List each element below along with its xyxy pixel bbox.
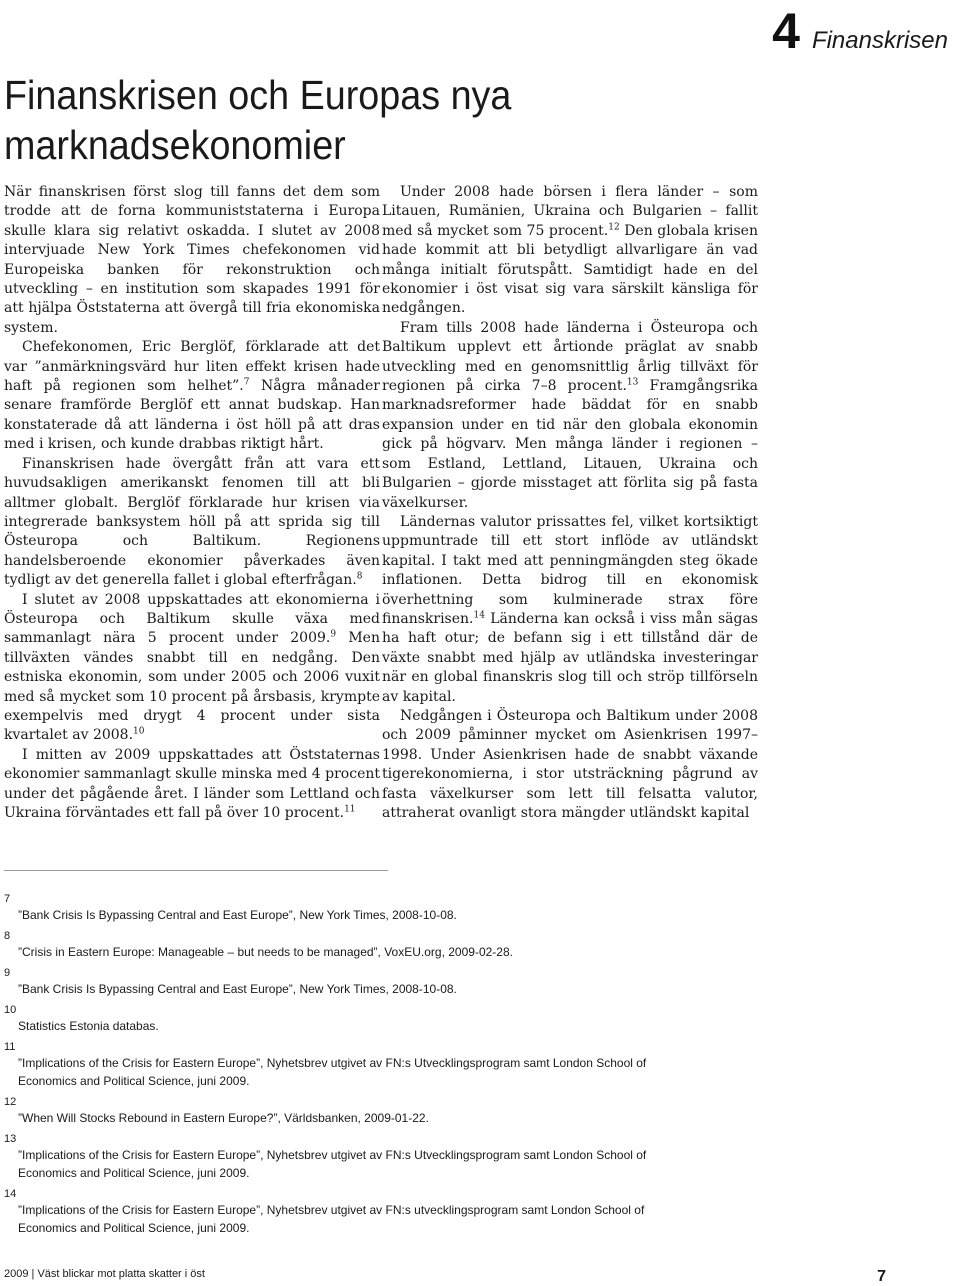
page-footer: 2009 | Väst blickar mot platta skatter i öst [4, 1268, 205, 1280]
footnote: 13 ”Implications of the Crisis for Eastern Europe”, Nyhetsbrev utgivet av FN:s Utvecklingsprogram samt London School of Economics and Political Science, juni 2009. [4, 1133, 647, 1180]
paragraph: Under 2008 hade börsen i flera länder – som Litauen, Rumänien, Ukraina och Bulgarien – fallit med så mycket som 75 procent.$^{12}$ Den globala krisen hade kommit att bli betydligt allvarligare än vad många initialt förutspått. Samtidigt hade en del ekonomier i öst visat sig vara särskilt känsliga för nedgången. [382, 184, 758, 317]
footnote-ref[interactable]: 11 [344, 804, 356, 815]
paragraph: Ländernas valutor prissattes fel, vilket kortsiktigt uppmuntrade till ett stort inflöde av utländskt kapital. I takt med att penningmängden steg ökade inflationen. Detta bidrog till en ekonomisk överhettning som kulminerade strax före finanskrisen.$^{14}$ Länderna kan också i viss mån sägas ha haft otur; de befann sig i ett tillstånd där de växte snabbt med hjälp av utländska investeringar när en global finanskris slog till och ströp tillförseln av kapital. [382, 513, 758, 705]
footnotes [4, 892, 704, 1242]
footnote: 7 ”Bank Crisis Is Bypassing Central and East Europe”, New York Times, 2008-10-08. [4, 893, 457, 922]
footnote: 12 ”When Will Stocks Rebound in Eastern Europe?”, Världsbanken, 2009-01-22. [4, 1096, 429, 1125]
footnote-ref[interactable]: 13 [626, 377, 639, 388]
footnote-divider [4, 870, 388, 871]
footnote-ref[interactable]: 9 [330, 629, 337, 640]
page-number: 7 [877, 1268, 886, 1285]
paragraph: Nedgången i Östeuropa och Baltikum under 2008 och 2009 påminner mycket om Asienkrisen 1997–1998. Under Asienkrisen hade de snabbt växande tigerekonomierna, i stor utsträckning pågrund av fasta växelkurser som lett till felsatta valutor, attraherat ovanligt stora mängder utländskt kapital [382, 707, 758, 821]
paragraph: Finanskrisen hade övergått från att vara ett huvudsakligen amerikanskt fenomen till att bli alltmer globalt. Berglöf förklarade hur krisen via integrerade banksystem höll på att sprida sig till Östeuropa och Baltikum. Regionens handelsberoende ekonomier påverkades även tydligt av det generella fallet i global efterfrågan.$^8$ [4, 455, 380, 589]
chapter-title: Finanskrisen [811, 27, 948, 54]
footnote: 8 ”Crisis in Eastern Europe: Manageable – but needs to be managed”, VoxEU.org, 2009-02-28. [4, 930, 513, 959]
footnote: 14 ”Implications of the Crisis for Eastern Europe”, Nyhetsbrev utgivet av FN:s utvecklingsprogram samt London School of Economics and Political Science, juni 2009. [4, 1188, 645, 1235]
footnote: 10 Statistics Estonia databas. [4, 1004, 159, 1033]
right-column [382, 183, 758, 823]
footnote-ref[interactable]: 10 [133, 726, 145, 737]
paragraph: Chefekonomen, Eric Berglöf, förklarade att det var ”anmärkningsvärd hur liten effekt krisen hade haft på regionen som helhet”.$^7$ Några månader senare framförde Berglöf ett annat budskap. Han konstaterade då att länderna i öst höll på att dras med i krisen, och kunde drabbas riktigt hårt. [4, 339, 380, 453]
page-title: Finanskrisen och Europas nya marknadsekonomier [4, 72, 512, 168]
footnote-ref[interactable]: 14 [473, 610, 485, 621]
chapter-header [772, 3, 948, 59]
footnote-ref[interactable]: 7 [243, 377, 250, 388]
footnote: 11 ”Implications of the Crisis for Eastern Europe”, Nyhetsbrev utgivet av FN:s Utvecklingsprogram samt London School of Economics and Political Science, juni 2009. [4, 1041, 647, 1088]
footnote-ref[interactable]: 12 [608, 222, 620, 233]
left-column [4, 183, 380, 823]
paragraph: I slutet av 2008 uppskattades att ekonomierna i Östeuropa och Baltikum skulle växa med sammanlagt nära 5 procent under 2009.$^9$ Men tillväxten vändes snabbt till en nedgång. Den estniska ekonomin, som under 2005 och 2006 vuxit med så mycket som 10 procent på årsbasis, krympte exempelvis med drygt 4 procent under sista kvartalet av 2008.10 [4, 591, 380, 744]
paragraph: I mitten av 2009 uppskattades att Öststaternas ekonomier sammanlagt skulle minska med 4 procent under det pågående året. I länder som Lettland och Ukraina förväntades ett fall på över 10 procent.$^{11}$ [4, 746, 380, 821]
paragraph: Fram tills 2008 hade länderna i Östeuropa och Baltikum upplevt ett årtionde präglat av snabb utveckling med en genomsnittlig årlig tillväxt för regionen på cirka 7–8 procent.$^{13}$ Framgångsrika marknadsreformer hade bäddat för en snabb expansion under en tid när den globala ekonomin gick på högvarv. Men många länder i regionen – som Estland, Lettland, Litauen, Ukraina och Bulgarien – gjorde misstaget att förlita sig på fasta växelkurser. [382, 319, 758, 511]
chapter-number: 4 [772, 3, 800, 59]
footnote-ref[interactable]: 8 [356, 571, 363, 582]
footnote: 9 ”Bank Crisis Is Bypassing Central and East Europe”, New York Times, 2008-10-08. [4, 967, 457, 996]
paragraph: När finanskrisen först slog till fanns det dem som trodde att de forna kommuniststaterna i Europa skulle klara sig relativt oskadda. I slutet av 2008 intervjuade New York Times chefekonomen vid Europeiska banken för rekonstruktion och utveckling – en institution som skapades 1991 för att hjälpa Öststaterna att övergå till fria ekonomiska system. [4, 184, 380, 336]
